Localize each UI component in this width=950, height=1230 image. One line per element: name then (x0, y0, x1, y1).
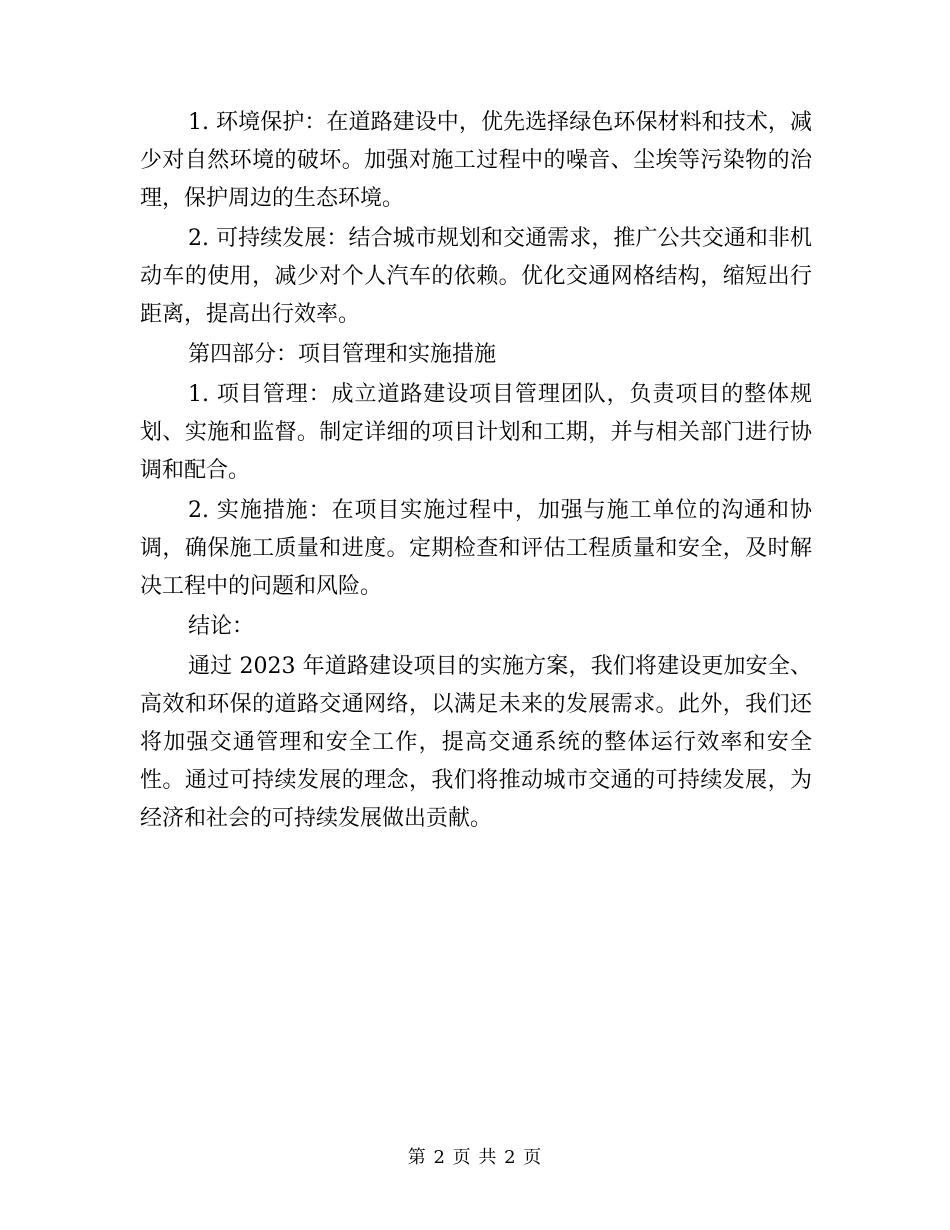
paragraph-conclusion: 通过 2023 年道路建设项目的实施方案，我们将建设更加安全、高效和环保的道路交通网络，以满足未来的发展需求。此外，我们还将加强交通管理和安全工作，提高交通系统的整体运行效率和安全性。通过可持续发展的理念，我们将推动城市交通的可持续发展，为经济和社会的可持续发展做出贡献。 (140, 654, 812, 831)
paragraph-project-management: 1. 项目管理：成立道路建设项目管理团队，负责项目的整体规划、实施和监督。制定详细的项目计划和工期，并与相关部门进行协调和配合。 (140, 382, 812, 483)
paragraph-implementation-measures: 2. 实施措施：在项目实施过程中，加强与施工单位的沟通和协调，确保施工质量和进度。定期检查和评估工程质量和安全，及时解决工程中的问题和风险。 (140, 498, 812, 599)
page-number-footer: 第 2 页 共 2 页 (407, 1147, 543, 1168)
section-heading-part-four: 第四部分：项目管理和实施措施 (188, 342, 497, 367)
paragraph-environmental-protection: 1. 环境保护：在道路建设中，优先选择绿色环保材料和技术，减少对自然环境的破坏。加强对施工过程中的噪音、尘埃等污染物的治理，保护周边的生态环境。 (140, 110, 812, 211)
section-heading-conclusion: 结论： (188, 614, 255, 639)
document-body (140, 104, 812, 840)
paragraph-sustainable-development: 2. 可持续发展：结合城市规划和交通需求，推广公共交通和非机动车的使用，减少对个人汽车的依赖。优化交通网格结构，缩短出行距离，提高出行效率。 (140, 226, 812, 327)
